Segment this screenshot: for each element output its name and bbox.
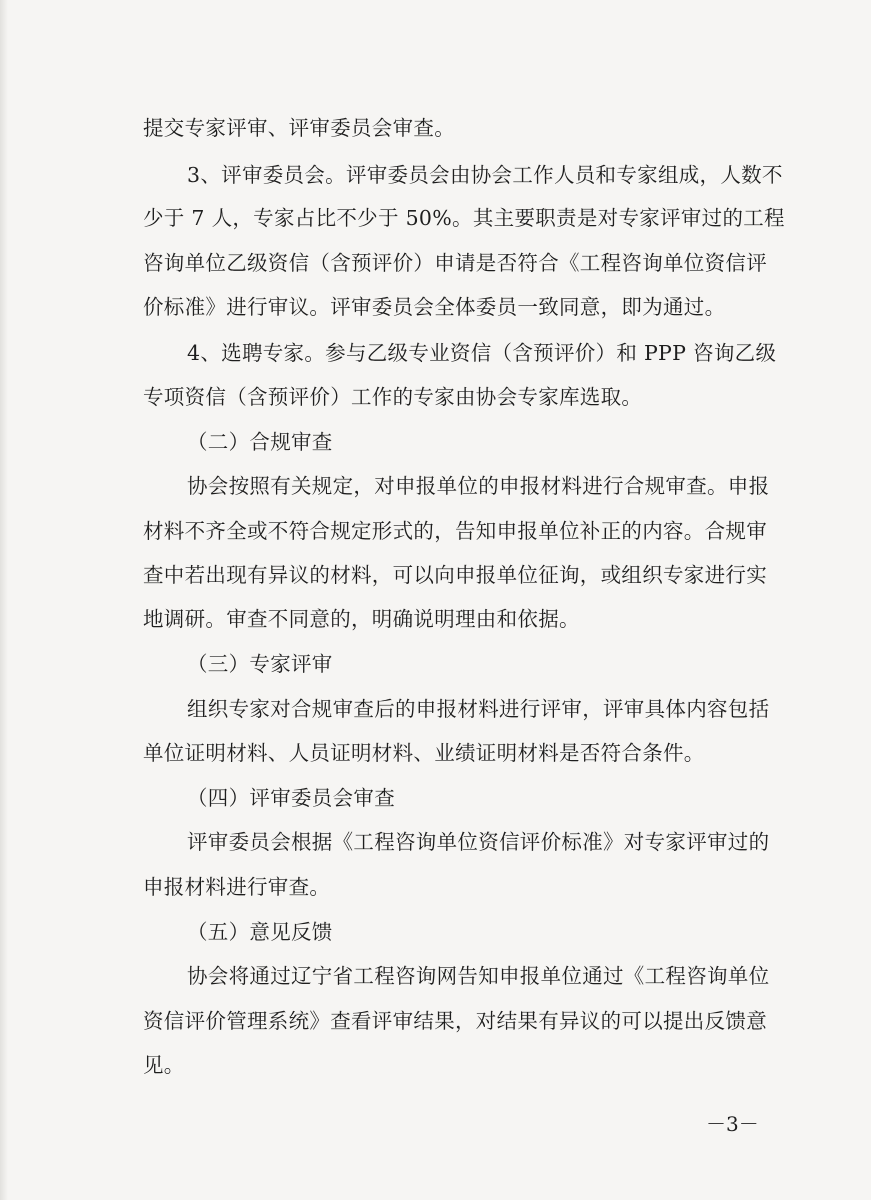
text-line: 组织专家对合规审查后的申报材料进行评审，评审具体内容包括: [187, 697, 770, 721]
text-line: 协会按照有关规定，对申报单位的申报材料进行合规审查。申报: [187, 474, 770, 498]
section-heading: （五）意见反馈: [187, 920, 333, 944]
text-line: 专项资信（含预评价）工作的专家由协会专家库选取。: [143, 385, 643, 409]
text-line: 评审委员会根据《工程咨询单位资信评价标准》对专家评审过的: [187, 830, 770, 854]
text-line: 少于 7 人，专家占比不少于 50%。其主要职责是对专家评审过的工程: [143, 206, 785, 230]
text-line: 价标准》进行审议。评审委员会全体委员一致同意，即为通过。: [143, 295, 726, 319]
text-line: 3、评审委员会。评审委员会由协会工作人员和专家组成，人数不: [187, 163, 783, 187]
text-line: 协会将通过辽宁省工程咨询网告知申报单位通过《工程咨询单位: [187, 964, 770, 988]
text-line: 申报材料进行审查。: [143, 875, 331, 899]
text-line: 提交专家评审、评审委员会审查。: [143, 116, 455, 140]
text-line: 单位证明材料、人员证明材料、业绩证明材料是否符合条件。: [143, 741, 705, 765]
page-edge-shadow: [0, 0, 8, 1200]
section-heading: （二）合规审查: [187, 430, 333, 454]
text-line: 见。: [143, 1053, 185, 1077]
page-number: －3－: [706, 1112, 759, 1136]
text-line: 地调研。审查不同意的，明确说明理由和依据。: [143, 607, 580, 631]
text-line: 咨询单位乙级资信（含预评价）申请是否符合《工程咨询单位资信评: [143, 251, 767, 275]
text-line: 4、选聘专家。参与乙级专业资信（含预评价）和 PPP 咨询乙级: [187, 341, 777, 365]
text-line: 资信评价管理系统》查看评审结果，对结果有异议的可以提出反馈意: [143, 1009, 767, 1033]
section-heading: （四）评审委员会审查: [187, 786, 395, 810]
section-heading: （三）专家评审: [187, 652, 333, 676]
text-line: 材料不齐全或不符合规定形式的，告知申报单位补正的内容。合规审: [143, 519, 767, 543]
text-line: 查中若出现有异议的材料，可以向申报单位征询，或组织专家进行实: [143, 563, 767, 587]
